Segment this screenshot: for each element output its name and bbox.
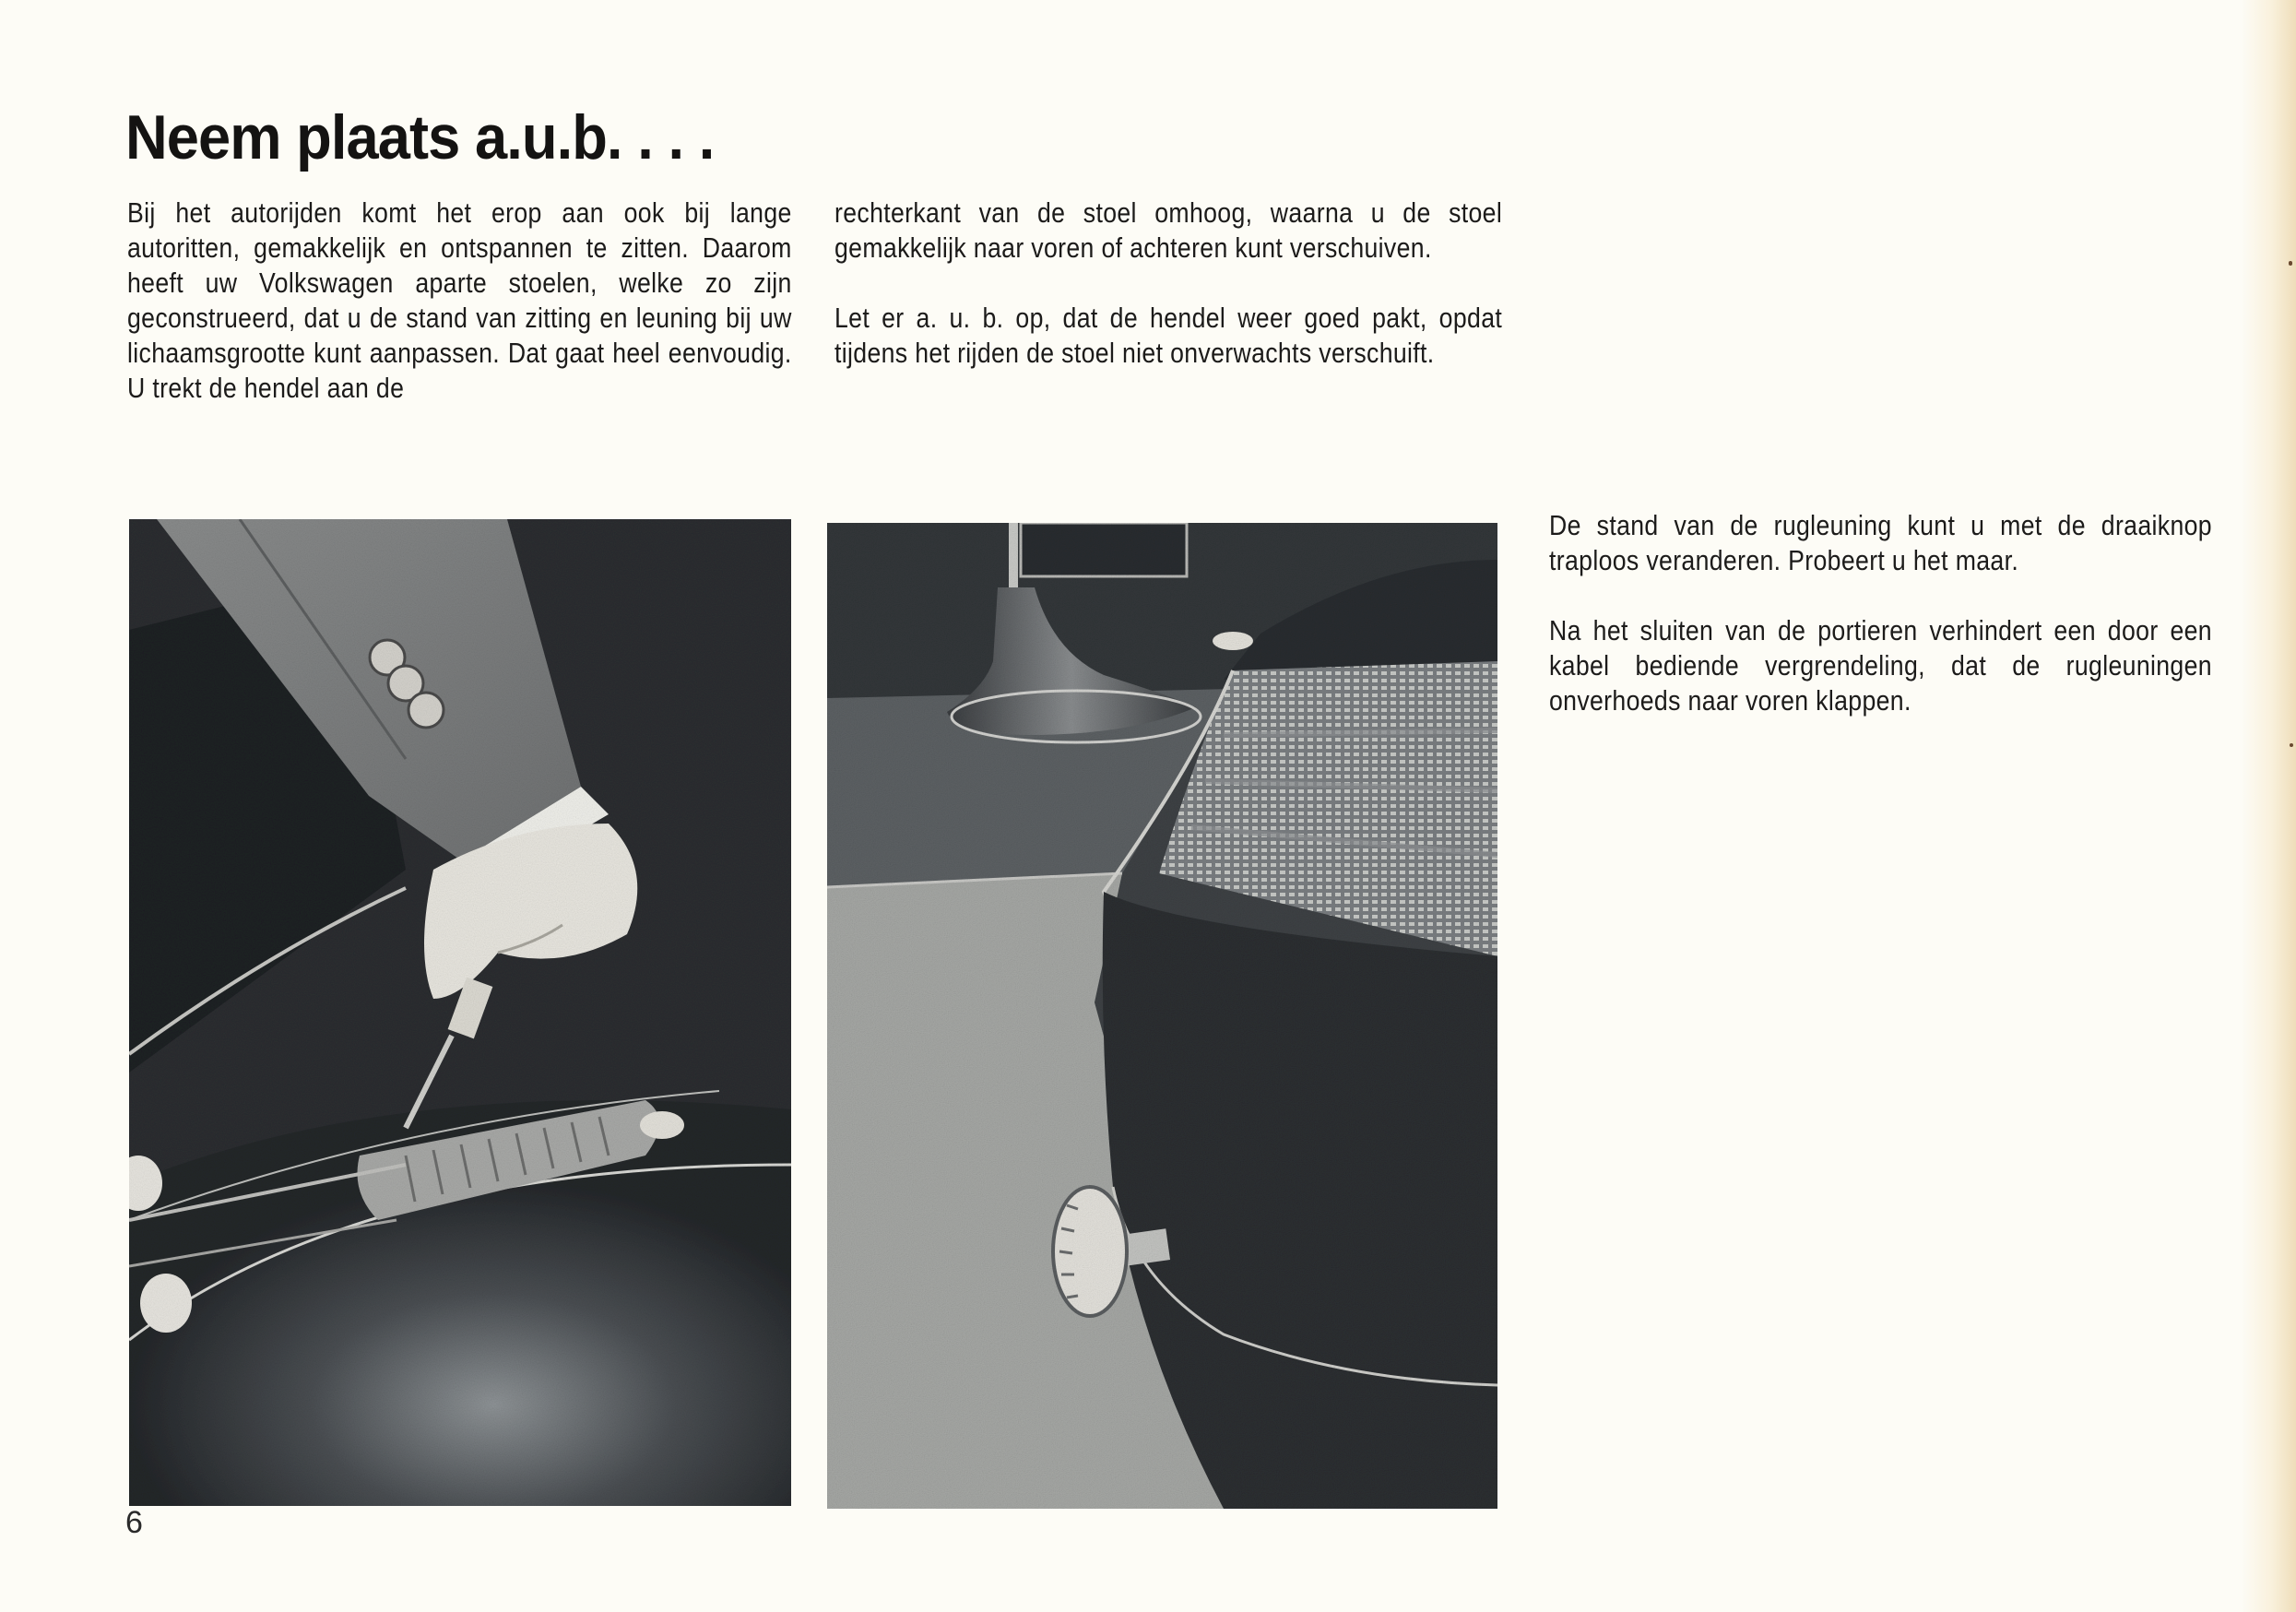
- text-column-2: [834, 196, 1502, 406]
- paper-speck: [2289, 261, 2292, 266]
- seat-lever-illustration: [129, 519, 791, 1506]
- photo-backrest-knob: [827, 523, 1497, 1509]
- page-title: Neem plaats a.u.b. . . .: [125, 101, 715, 172]
- paper-speck: [2290, 743, 2293, 747]
- page-number: 6: [125, 1505, 143, 1540]
- paragraph: De stand van de rugleuning kunt u met de draaiknop traploos veranderen. Probeert u het maar.: [1549, 509, 2212, 576]
- photo-seat-lever: [129, 519, 791, 1506]
- text-column-3: [1549, 508, 2212, 753]
- page-gutter-shade: [2241, 0, 2296, 1612]
- paragraph: Na het sluiten van de portieren verhindert een door een kabel bediende vergrendeling, dat de rugleuningen onverhoeds naar voren klappen.: [1549, 614, 2212, 717]
- text-column-1: [127, 196, 792, 441]
- paragraph: Let er a. u. b. op, dat de hendel weer goed pakt, opdat tijdens het rijden de stoel niet onverwachts verschuift.: [834, 302, 1503, 369]
- backrest-knob-illustration: [827, 523, 1497, 1509]
- paragraph: Bij het autorijden komt het erop aan ook bij lange autoritten, gemakkelijk en ontspannen te zitten. Daarom heeft uw Volkswagen aparte stoelen, welke zo zijn geconstrueerd, dat u de stand van zitting en leuning bij uw lichaamsgrootte kunt aanpassen. Dat gaat heel eenvoudig. U trekt de hendel aan de: [127, 196, 792, 404]
- paragraph: rechterkant van de stoel omhoog, waarna u de stoel gemakkelijk naar voren of achteren kunt verschuiven.: [834, 196, 1503, 264]
